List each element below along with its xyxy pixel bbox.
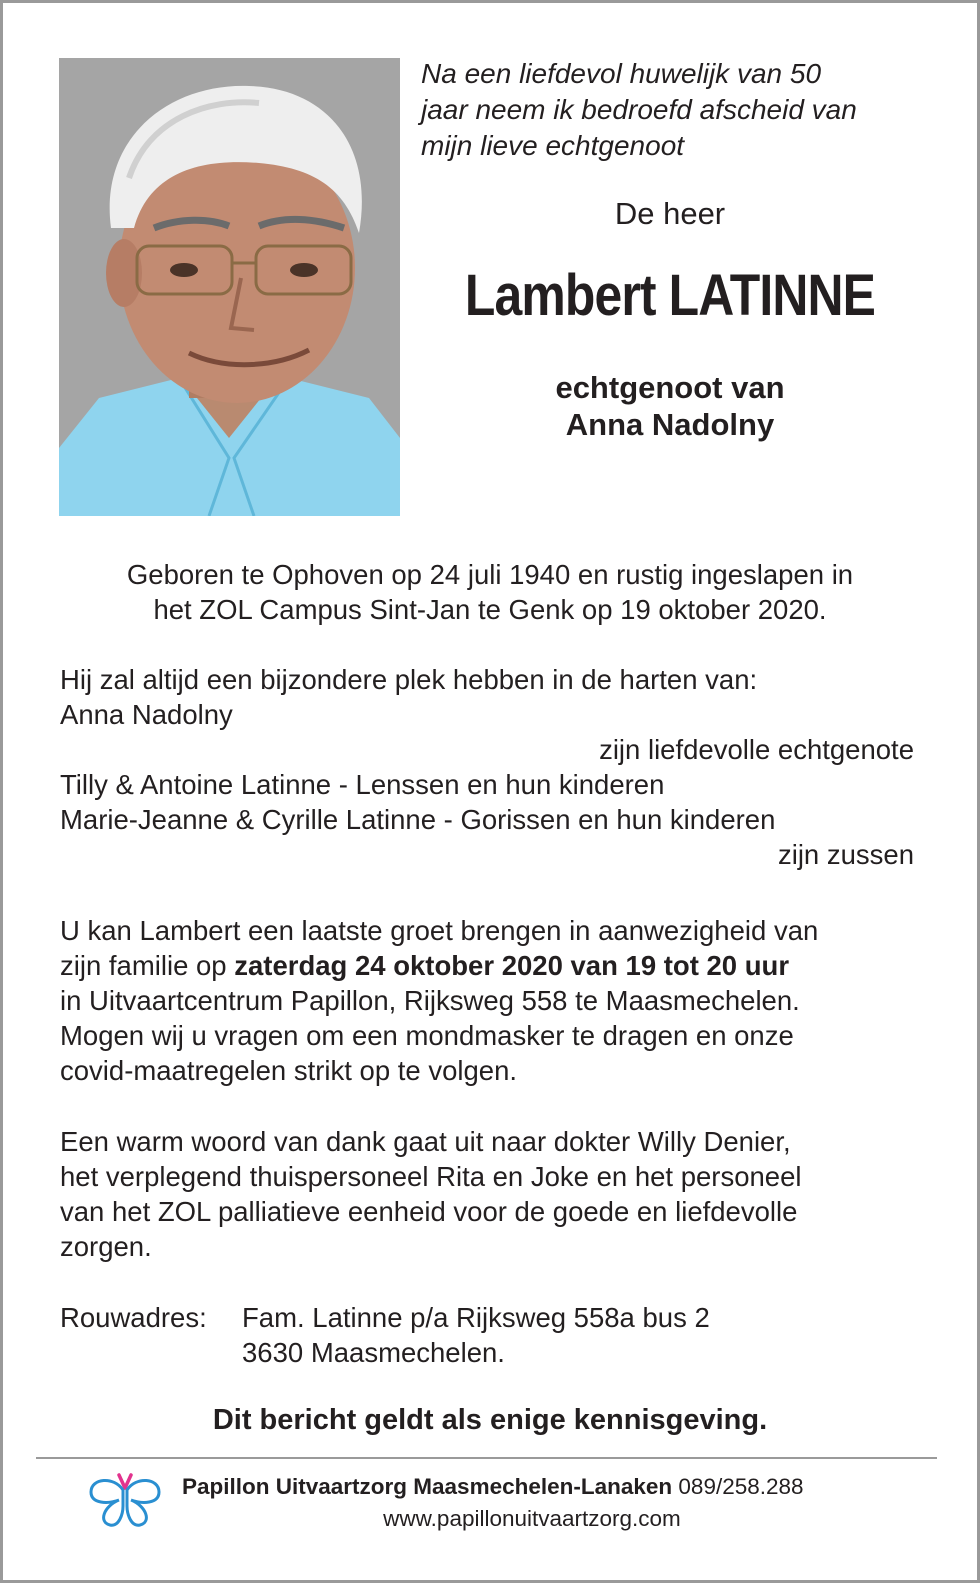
deceased-name: Lambert LATINNE <box>464 263 876 328</box>
visit-line: covid-maatregelen strikt op te volgen. <box>60 1055 518 1086</box>
spouse-name: Anna Nadolny <box>565 407 775 442</box>
family-spouse-relation: zijn liefdevolle echtgenote <box>599 734 914 765</box>
address-line: Fam. Latinne p/a Rijksweg 558a bus 2 <box>242 1302 710 1333</box>
company-name: Papillon Uitvaartzorg Maasmechelen-Lanaken <box>182 1474 673 1499</box>
family-sister: Tilly & Antoine Latinne - Lenssen en hun kinderen <box>60 769 665 800</box>
address-line: 3630 Maasmechelen. <box>242 1337 505 1368</box>
website-link[interactable]: www.papillonuitvaartzorg.com <box>383 1506 681 1531</box>
birth-line: Geboren te Ophoven op 24 juli 1940 en rustig ingeslapen in <box>126 559 854 590</box>
address-label: Rouwadres: <box>60 1302 207 1333</box>
visit-line: in Uitvaartcentrum Papillon, Rijksweg 558 te Maasmechelen. <box>60 985 800 1016</box>
intro-line: mijn lieve echtgenoot <box>421 130 685 161</box>
family-sister: Marie-Jeanne & Cyrille Latinne - Gorissen en hun kinderen <box>60 804 776 835</box>
phone-number: 089/258.288 <box>678 1474 804 1499</box>
thanks-line: Een warm woord van dank gaat uit naar dokter Willy Denier, <box>60 1126 791 1157</box>
butterfly-logo-icon <box>86 1470 164 1530</box>
intro-line: jaar neem ik bedroefd afscheid van <box>421 94 857 125</box>
birth-line: het ZOL Campus Sint-Jan te Genk op 19 oktober 2020. <box>153 594 827 625</box>
footer-company-line <box>182 1474 804 1500</box>
honorific: De heer <box>614 196 726 231</box>
family-heading: Hij zal altijd een bijzondere plek hebben in de harten van: <box>60 664 758 695</box>
visit-line <box>60 948 789 983</box>
spouse-line: echtgenoot van <box>555 370 785 405</box>
intro-line: Na een liefdevol huwelijk van 50 <box>421 58 822 89</box>
intro-text <box>421 56 941 164</box>
visit-line: U kan Lambert een laatste groet brengen in aanwezigheid van <box>60 915 819 946</box>
notice-text: Dit bericht geldt als enige kennisgeving. <box>212 1404 768 1436</box>
spouse-block <box>420 369 920 443</box>
thanks-line: het verplegend thuispersoneel Rita en Joke en het personeel <box>60 1161 802 1192</box>
divider <box>36 1457 937 1459</box>
portrait-photo <box>59 58 400 516</box>
visit-line: Mogen wij u vragen om een mondmasker te dragen en onze <box>60 1020 794 1051</box>
family-spouse-name: Anna Nadolny <box>60 699 233 730</box>
thanks-line: van het ZOL palliatieve eenheid voor de goede en liefdevolle <box>60 1196 798 1227</box>
thanks-line: zorgen. <box>60 1231 152 1262</box>
visit-prefix: zijn familie op <box>60 950 235 981</box>
family-sisters-relation: zijn zussen <box>777 839 914 870</box>
visit-datetime: zaterdag 24 oktober 2020 van 19 tot 20 uur <box>234 950 790 981</box>
